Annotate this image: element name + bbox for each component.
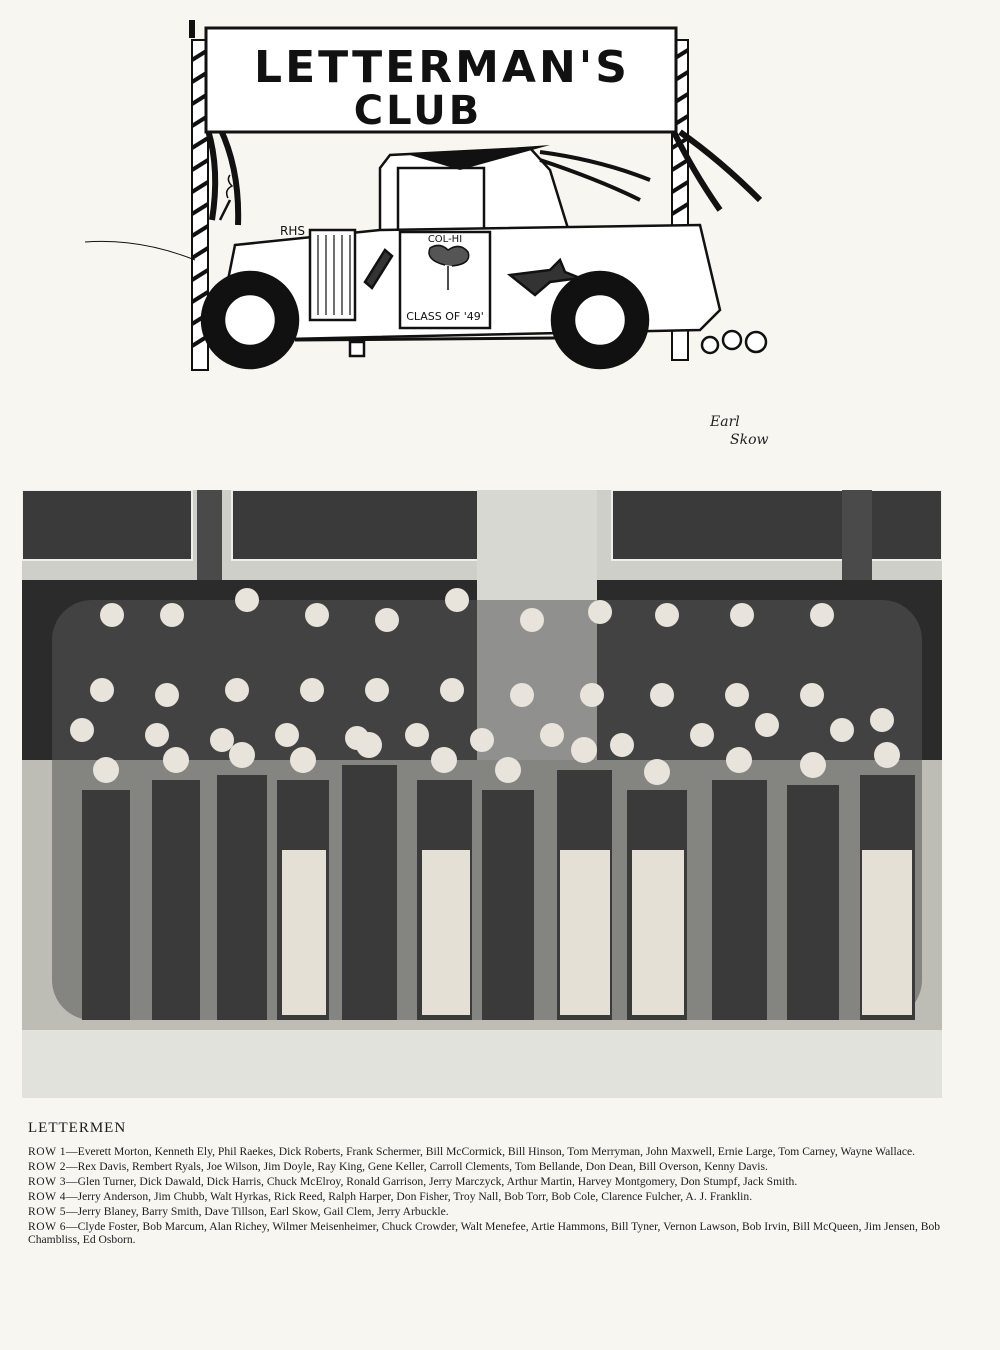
caption-row-3: ROW 3—Glen Turner, Dick Dawald, Dick Harris, Chuck McElroy, Ronald Garrison, Jerry Marczyck, Arthur Martin, Harvey Montgomery, Don Stumpf, Jack Smith. (28, 1175, 798, 1188)
row-label: ROW 5 (28, 1205, 67, 1218)
banner-line-2: CLUB (353, 88, 483, 134)
row-label: ROW 6 (28, 1220, 67, 1233)
row-label: ROW 2 (28, 1160, 67, 1173)
row-names: Clyde Foster, Bob Marcum, Alan Richey, Wilmer Meisenheimer, Chuck Crowder, Walt Menefee, Artie Hammons, Bill Tyner, Vernon Lawson, Bob Irvin, Bill McQueen, Jim Jensen, Bob Chambliss, Ed Osborn. (28, 1220, 941, 1246)
car-hood-text: RHS (280, 224, 305, 238)
banner-line-1: LETTERMAN'S (254, 42, 630, 93)
row-names: Jerry Blaney, Barry Smith, Dave Tillson, Earl Skow, Gail Clem, Jerry Arbuckle. (77, 1205, 449, 1218)
row-label: ROW 1 (28, 1145, 67, 1158)
row-names: Glen Turner, Dick Dawald, Dick Harris, Chuck McElroy, Ronald Garrison, Jerry Marczyck, Arthur Martin, Harvey Montgomery, Don Stumpf, Jack Smith. (77, 1175, 798, 1188)
letterman-club-illustration (80, 20, 800, 400)
caption-row-4: ROW 4—Jerry Anderson, Jim Chubb, Walt Hyrkas, Rick Reed, Ralph Harper, Don Fisher, Troy Nall, Bob Torr, Bob Cole, Clarence Fulcher, A. J. Franklin. (28, 1190, 753, 1203)
row-label: ROW 3 (28, 1175, 67, 1188)
row-label: ROW 4 (28, 1190, 67, 1203)
banner (206, 28, 676, 134)
caption-row-6: ROW 6—Clyde Foster, Bob Marcum, Alan Richey, Wilmer Meisenheimer, Chuck Crowder, Walt Menefee, Artie Hammons, Bill Tyner, Vernon Lawson, Bob Irvin, Bill McQueen, Jim Jensen, Bob Chambliss, Ed Osborn. (28, 1220, 941, 1246)
row-names: Rex Davis, Rembert Ryals, Joe Wilson, Jim Doyle, Ray King, Gene Keller, Carroll Clements, Tom Bellande, Don Dean, Bill Overson, Kenny Davis. (77, 1160, 768, 1173)
lettermen-group (52, 588, 922, 1020)
caption-heading: LETTERMEN (28, 1120, 127, 1136)
caption-row-1: ROW 1—Everett Morton, Kenneth Ely, Phil Raekes, Dick Roberts, Frank Schermer, Bill McCormick, Bill Hinson, Tom Merryman, John Maxwell, Ernie Large, Tom Carney, Wayne Wallace. (28, 1145, 916, 1158)
signature-line-1: Earl (710, 414, 740, 430)
car-door-top-text: COL-HI (427, 234, 463, 245)
photo-caption (28, 1120, 948, 1248)
caption-row-5: ROW 5—Jerry Blaney, Barry Smith, Dave Tillson, Earl Skow, Gail Clem, Jerry Arbuckle. (28, 1205, 449, 1218)
artist-signature (690, 408, 780, 452)
row-names: Jerry Anderson, Jim Chubb, Walt Hyrkas, Rick Reed, Ralph Harper, Don Fisher, Troy Nall, Bob Torr, Bob Cole, Clarence Fulcher, A. J. Franklin. (77, 1190, 753, 1203)
signature-line-2: Skow (730, 432, 769, 448)
car-door-bottom-text: CLASS OF '49' (406, 310, 484, 323)
caption-row-2: ROW 2—Rex Davis, Rembert Ryals, Joe Wilson, Jim Doyle, Ray King, Gene Keller, Carroll Clements, Tom Bellande, Don Dean, Bill Overson, Kenny Davis. (28, 1160, 768, 1173)
group-photo (22, 490, 942, 1098)
row-names: Everett Morton, Kenneth Ely, Phil Raekes, Dick Roberts, Frank Schermer, Bill McCormick, Bill Hinson, Tom Merryman, John Maxwell, Ernie Large, Tom Carney, Wayne Wallace. (77, 1145, 916, 1158)
